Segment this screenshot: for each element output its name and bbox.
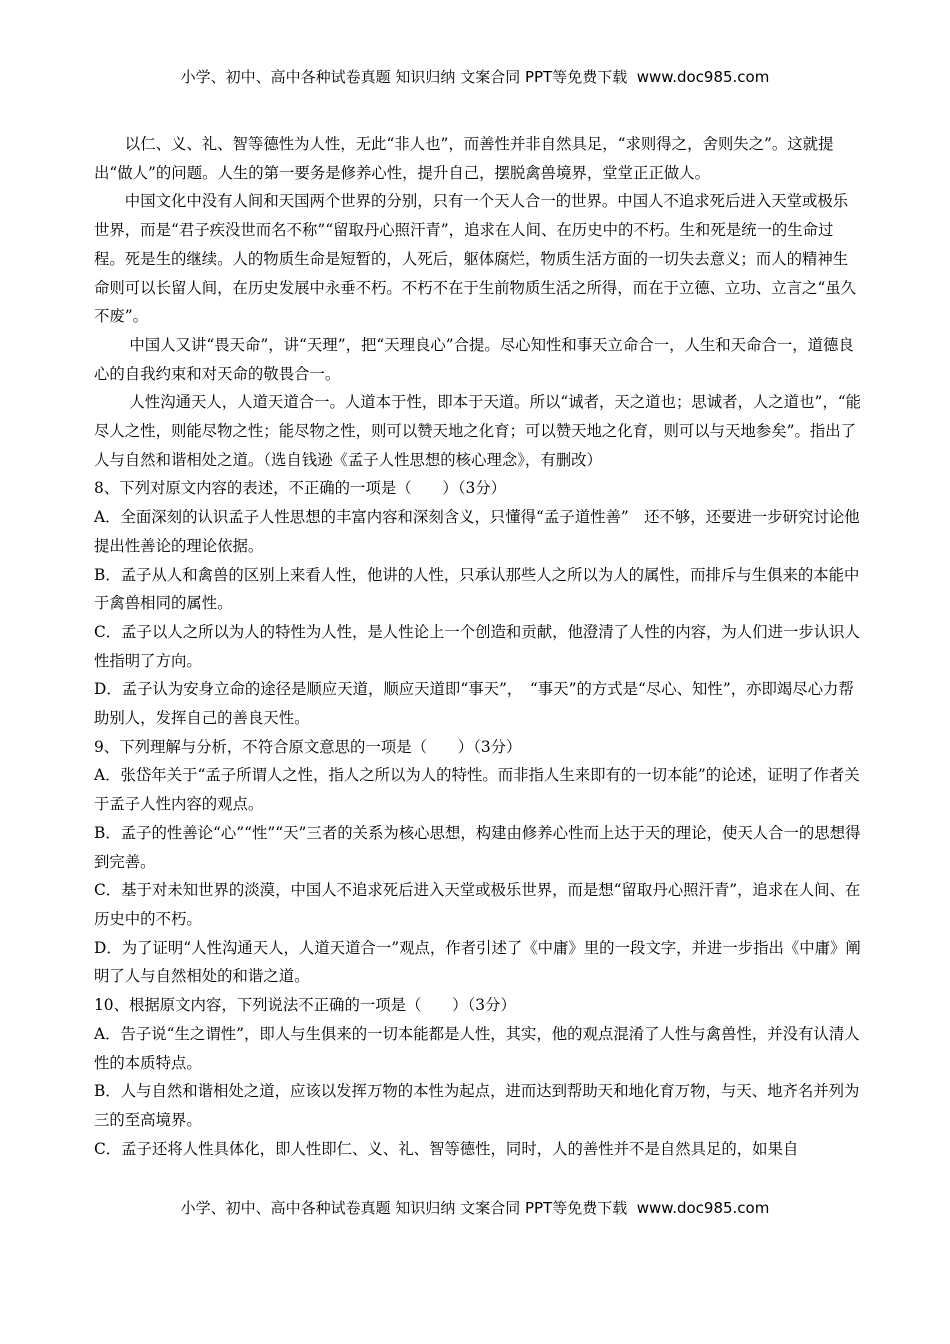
question-9-option-d: D．为了证明“人性沟通天人，人道天道合一”观点，作者引述了《中庸》里的一段文字，并进一步指出《中庸》阐明了人与自然相处的和谐之道。 (94, 938, 861, 986)
page-header (0, 66, 950, 87)
question-10-option-a: A．告子说“生之谓性”，即人与生俱来的一切本能都是人性，其实，他的观点混淆了人性与禽兽性，并没有认清人性的本质特点。 (94, 1024, 860, 1072)
question-10-stem: 10、根据原文内容，下列说法不正确的一项是（ ）（3分） (94, 996, 516, 1015)
question-8-option-c: C．孟子以人之所以为人的特性为人性，是人性论上一个创造和贡献，他澄清了人性的内容，为人们进一步认识人性指明了方向。 (94, 622, 860, 670)
question-8-option-d: D．孟子认为安身立命的途径是顺应天道，顺应天道即“事天”， “事天”的方式是“尽心、知性”，亦即竭尽心力帮助别人，发挥自己的善良天性。 (94, 680, 854, 728)
question-8-option-b: B．孟子从人和禽兽的区别上来看人性，他讲的人性，只承认那些人之所以为人的属性，而排斥与生俱来的本能中于禽兽相同的属性。 (94, 565, 860, 613)
page-footer (0, 1197, 950, 1218)
header-text: 小学、初中、高中各种试卷真题 知识归纳 文案合同 PPT等免费下载 (180, 68, 628, 86)
document-body (94, 130, 862, 1163)
passage-paragraph: 中国文化中没有人间和天国两个世界的分别，只有一个天人合一的世界。中国人不追求死后进入天堂或极乐世界，而是“君子疾没世而名不称”“留取丹心照汗青”，追求在人间、在历史中的不朽。生和死是统一的生命过程。死是生的继续。人的物质生命是短暂的，人死后，躯体腐烂，物质生活方面的一切失去意义；而人的精神生命则可以长留人间，在历史发展中永垂不朽。不朽不在于生前物质生活之所得，而在于立德、立功、立言之“虽久不废”。 (94, 192, 857, 326)
question-9-stem: 9、下列理解与分析，不符合原文意思的一项是（ ）（3分） (94, 737, 522, 756)
passage-paragraph: 人性沟通天人，人道天道合一。人道本于性，即本于天道。所以“诚者，天之道也；思诚者，人之道也”，“能尽人之性，则能尽物之性；能尽物之性，则可以赞天地之化育；可以赞天地之化育，则可以与天地参矣”。指出了人与自然和谐相处之道。（选自钱逊《孟子人性思想的核心理念》，有删改） (94, 393, 861, 469)
question-10-option-b: B．人与自然和谐相处之道，应该以发挥万物的本性为起点，进而达到帮助天和地化育万物，与天、地齐名并列为三的至高境界。 (94, 1082, 860, 1129)
footer-text: 小学、初中、高中各种试卷真题 知识归纳 文案合同 PPT等免费下载 (180, 1199, 628, 1217)
question-9-option-c: C．基于对未知世界的淡漠，中国人不追求死后进入天堂或极乐世界，而是想“留取丹心照汗青”，追求在人间、在历史中的不朽。 (94, 881, 861, 928)
question-9-option-a: A．张岱年关于“孟子所谓人之性，指人之所以为人的特性。而非指人生来即有的一切本能”的论述，证明了作者关于孟子人性内容的观点。 (94, 766, 860, 814)
question-9-option-b: B．孟子的性善论“心”“性”“天”三者的关系为核心思想，构建由修养心性而上达于天的理论，使天人合一的思想得到完善。 (94, 823, 861, 871)
question-10-option-c: C．孟子还将人性具体化，即人性即仁、义、礼、智等德性，同时，人的善性并不是自然具足的，如果自 (94, 1139, 799, 1158)
footer-site-link[interactable]: www.doc985.com (636, 1199, 770, 1217)
question-8-option-a: A．全面深刻的认识孟子人性思想的丰富内容和深刻含义，只懂得“孟子道性善” 还不够，还要进一步研究讨论他提出性善论的理论依据。 (94, 508, 860, 555)
question-8-stem: 8、下列对原文内容的表述，不正确的一项是（ ）（3分） (94, 479, 507, 498)
header-site-link[interactable]: www.doc985.com (636, 68, 770, 86)
passage-paragraph: 中国人又讲“畏天命”，讲“天理”，把“天理良心”合提。尽心知性和事天立命合一，人生和天命合一，道德良心的自我约束和对天命的敬畏合一。 (94, 335, 854, 383)
passage-paragraph: 以仁、义、礼、智等德性为人性，无此“非人也”，而善性并非自然具足，“求则得之，舍则失之”。这就提出“做人”的问题。人生的第一要务是修养心性，提升自己，摆脱禽兽境界，堂堂正正做人。 (94, 135, 834, 182)
